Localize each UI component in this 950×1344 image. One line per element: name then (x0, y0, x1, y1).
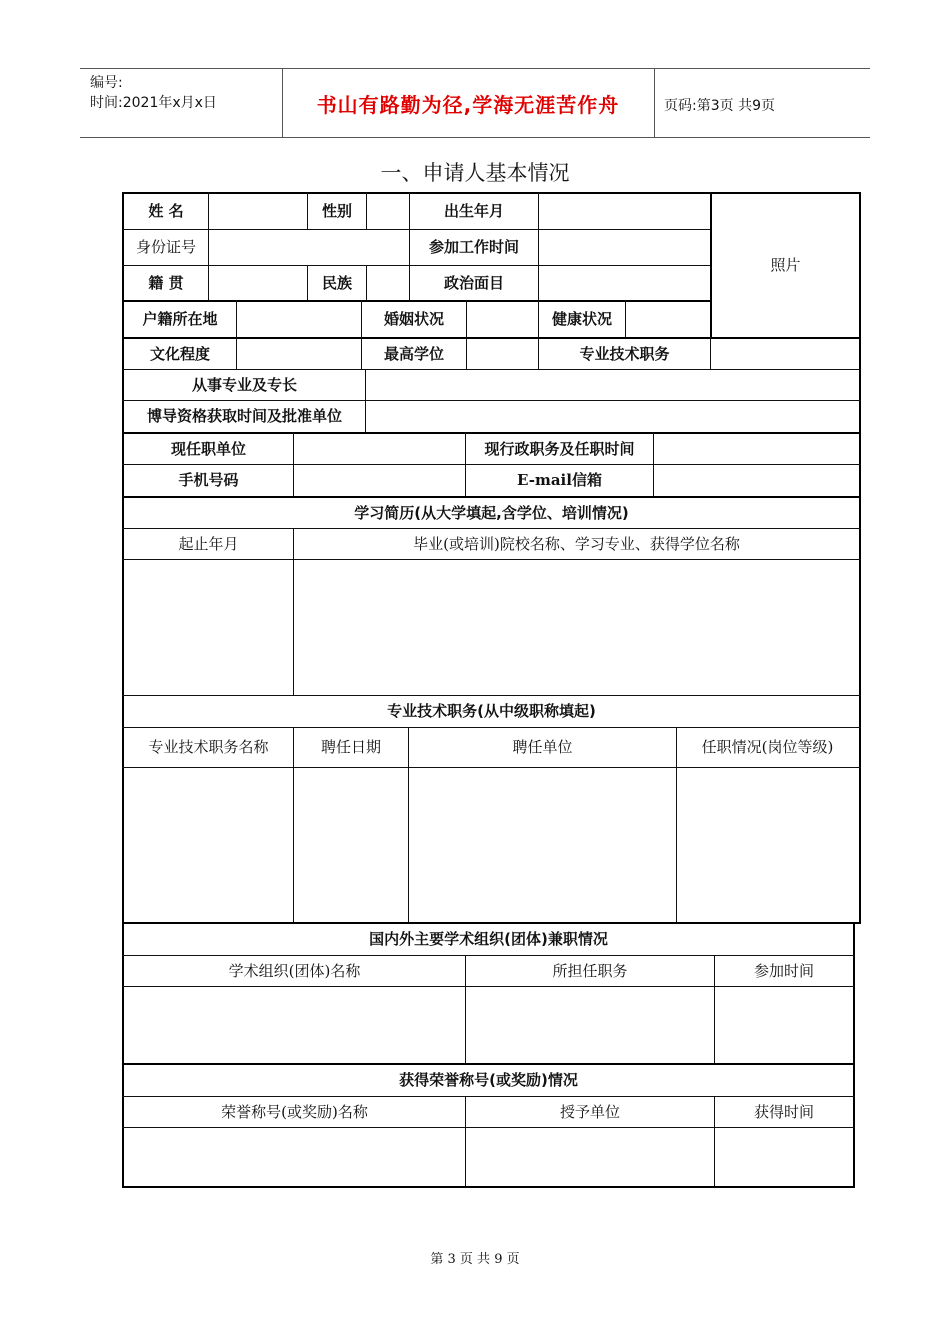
col-line (293, 432, 294, 496)
label-marital: 婚姻状况 (383, 310, 444, 328)
col-line (366, 192, 367, 229)
orgs-heading: 国内外主要学术组织(团体)兼职情况 (369, 930, 608, 948)
col-line (538, 192, 539, 300)
label-admin-post: 现行政职务及任职时间 (484, 439, 635, 458)
col-line (710, 337, 711, 369)
label-hukou: 户籍所在地 (142, 310, 218, 328)
label-native-place: 籍 贯 (148, 273, 184, 292)
form-border (122, 1186, 855, 1188)
label-birth: 出生年月 (443, 202, 504, 220)
orgs-col-name: 学术组织(团体)名称 (228, 961, 361, 980)
label-health: 健康状况 (551, 310, 612, 328)
row-line (122, 986, 855, 987)
header-page-label: 页码:第3页 共9页 (664, 98, 775, 114)
col-line (676, 727, 677, 922)
row-line (122, 1127, 855, 1128)
header-motto: 书山有路勤为径,学海无涯苦作舟 (316, 92, 620, 117)
label-gender: 性别 (321, 202, 352, 220)
form-border (859, 192, 861, 922)
study-col-period: 起止年月 (178, 534, 239, 553)
label-phd-qualification: 博导资格获取时间及批准单位 (146, 407, 342, 425)
page-footer: 第 3 页 共 9 页 (430, 1252, 520, 1267)
label-education: 文化程度 (149, 344, 210, 363)
label-email: E-mail信箱 (517, 471, 602, 489)
document-number-label: 编号: (90, 75, 123, 91)
section-title: 一、申请人基本情况 (380, 161, 570, 185)
label-id-number: 身份证号 (135, 238, 196, 256)
col-line (236, 300, 237, 369)
row-line (122, 559, 861, 560)
label-specialty: 从事专业及专长 (191, 375, 297, 394)
label-work-start: 参加工作时间 (428, 238, 519, 256)
col-line (625, 300, 626, 337)
col-line (208, 192, 209, 300)
titles-heading: 专业技术职务(从中级职称填起) (387, 702, 596, 720)
form-border (853, 922, 855, 1188)
study-heading: 学习简历(从大学填起,含学位、培训情况) (354, 503, 629, 522)
honors-col-unit: 授予单位 (559, 1102, 620, 1121)
label-ethnicity: 民族 (321, 273, 352, 292)
label-prof-title: 专业技术职务 (579, 344, 670, 363)
orgs-col-role: 所担任职务 (552, 961, 628, 980)
label-political-status: 政治面目 (443, 273, 504, 292)
study-col-detail: 毕业(或培训)院校名称、学习专业、获得学位名称 (413, 534, 740, 553)
label-employer: 现任职单位 (170, 439, 246, 458)
honors-col-time: 获得时间 (753, 1102, 814, 1121)
row-line (122, 767, 861, 768)
col-line (653, 432, 654, 496)
col-line (365, 369, 366, 432)
honors-col-name: 荣誉称号(或奖励)名称 (221, 1102, 368, 1121)
label-name: 姓 名 (148, 202, 184, 220)
label-degree: 最高学位 (383, 344, 444, 363)
titles-col-date: 聘任日期 (320, 738, 381, 756)
titles-col-status: 任职情况(岗位等级) (701, 738, 834, 756)
titles-col-unit: 聘任单位 (512, 738, 573, 756)
label-mobile: 手机号码 (178, 471, 239, 489)
document-date-label: 时间:2021年x月x日 (90, 95, 217, 111)
honors-heading: 获得荣誉称号(或奖励)情况 (399, 1071, 578, 1089)
col-line (466, 300, 467, 369)
titles-col-name: 专业技术职务名称 (148, 738, 269, 756)
orgs-col-time: 参加时间 (753, 961, 814, 980)
col-line (366, 265, 367, 300)
label-photo: 照片 (770, 256, 801, 274)
